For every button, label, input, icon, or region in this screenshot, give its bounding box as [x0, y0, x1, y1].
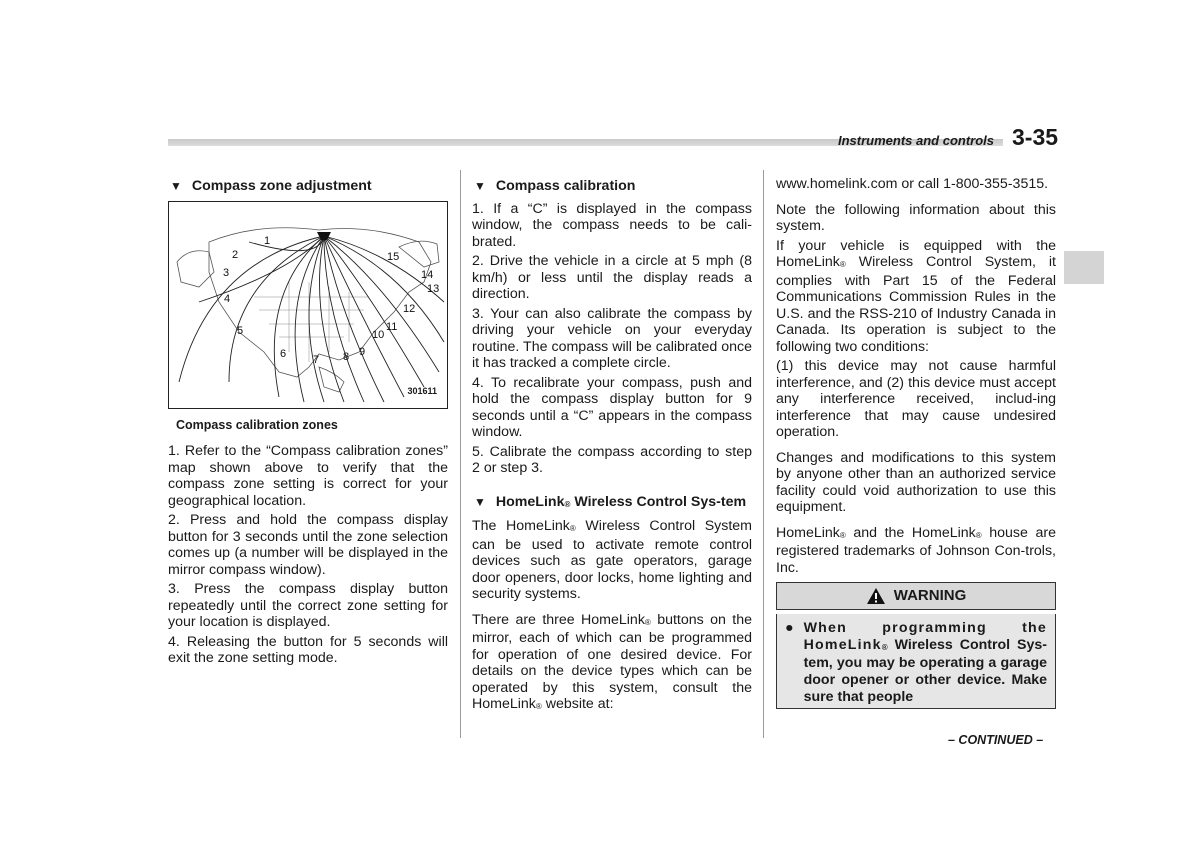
- zone-label: 12: [403, 302, 416, 315]
- step-2: 2. Drive the vehicle in a circle at 5 mph (8 km/h) or less until the display reads a direction.: [472, 253, 752, 302]
- step-5: 5. Calibrate the compass according to step 2 or step 3.: [472, 443, 752, 476]
- zone-label: 14: [421, 268, 434, 281]
- column-divider: [460, 170, 461, 738]
- paragraph: Note the following information about this system.: [776, 201, 1056, 234]
- step-1: 1. If a “C” is displayed in the compass window, the compass needs to be cali-brated.: [472, 200, 752, 250]
- heading-part: HomeLink: [495, 493, 565, 510]
- section-heading: [168, 178, 448, 195]
- paragraph: There are three HomeLink® buttons on the mirror, each of which can be programmed for operation of one desired device. For details on the device types which can be operated by this system, consult the HomeLink® website at:: [472, 611, 753, 712]
- zone-label: 10: [372, 328, 385, 341]
- compass-zone-map: [168, 201, 448, 409]
- zone-label: 3: [223, 266, 230, 279]
- zone-label: 5: [237, 324, 244, 337]
- warning-title: WARNING: [893, 586, 967, 604]
- chapter-tab: [1064, 251, 1104, 284]
- zone-label: 4: [224, 292, 231, 305]
- step-4: 4. To recalibrate your compass, push and hold the compass display button for 9 seconds until a “C” appears in the compass window.: [472, 374, 752, 440]
- figure-code: 301611: [407, 386, 437, 396]
- zone-label: 8: [343, 350, 350, 363]
- step-3: 3. Press the compass display button repeatedly until the correct zone setting for your location is displayed.: [168, 581, 448, 630]
- column-1: [168, 176, 448, 670]
- triangle-bullet-icon: ▼: [170, 179, 182, 193]
- paragraph: HomeLink® and the HomeLink® house are registered trademarks of Johnson Con-trols, Inc.: [776, 524, 1057, 576]
- paragraph: The HomeLink® Wireless Control System can be used to activate remote control devices such as gate operators, garage door openers, door locks, home lighting and security systems.: [472, 518, 752, 602]
- step-1: 1. Refer to the “Compass calibration zones” map shown above to verify that the compass zone setting is correct for your geographical location.: [168, 443, 448, 509]
- zone-label: 13: [427, 282, 440, 295]
- map-illustration: [169, 202, 447, 408]
- zone-label: 11: [386, 320, 398, 333]
- warning-text: When programming the HomeLink® Wireless Control Sys-tem, you may be operating a garage door opener or other device. Make sure that people: [803, 620, 1047, 705]
- warning-triangle-icon: [866, 587, 886, 605]
- column-3: [776, 176, 1056, 709]
- column-2: [472, 176, 752, 718]
- continued-label: – CONTINUED –: [948, 733, 1044, 747]
- zone-label: 7: [313, 353, 320, 366]
- page-number: 3-35: [1012, 124, 1059, 150]
- paragraph: (1) this device may not cause harmful interference, and (2) this device must accept any interference received, includ-ing interference that may cause undesired operation.: [776, 358, 1056, 440]
- column-divider: [763, 170, 764, 738]
- warning-body: [776, 614, 1056, 709]
- zone-label: 1: [264, 234, 271, 247]
- section-heading: [472, 494, 752, 513]
- warning-header: [776, 582, 1056, 610]
- zone-label: 2: [232, 248, 239, 261]
- heading-part: Wireless Control Sys-tem: [570, 493, 747, 510]
- zone-label: 15: [387, 250, 400, 263]
- zone-label: 9: [359, 345, 366, 358]
- heading-text: [496, 494, 746, 513]
- paragraph: www.homelink.com or call 1-800-355-3515.: [776, 176, 1049, 192]
- heading-text: Compass zone adjustment: [191, 178, 372, 194]
- step-4: 4. Releasing the button for 5 seconds will exit the zone setting mode.: [168, 633, 448, 666]
- zone-lines: [179, 236, 444, 402]
- bullet-icon: ●: [785, 620, 794, 636]
- registered-mark: ®: [564, 499, 571, 509]
- step-3: 3. Your can also calibrate the compass by driving your vehicle on your everyday routine. The compass will be calibrated once it has tracked a complete circle.: [472, 305, 752, 371]
- section-heading: [472, 178, 752, 195]
- figure-caption: Compass calibration zones: [176, 417, 338, 432]
- triangle-bullet-icon: ▼: [474, 494, 486, 509]
- section-title: Instruments and controls: [838, 133, 995, 148]
- zone-label: 6: [280, 347, 287, 360]
- heading-text: Compass calibration: [495, 178, 636, 194]
- triangle-bullet-icon: ▼: [474, 179, 486, 193]
- step-2: 2. Press and hold the compass display button for 3 seconds until the zone selection comes up (a number will be displayed in the mirror compass window).: [168, 512, 448, 578]
- paragraph: If your vehicle is equipped with the HomeLink® Wireless Control System, it complies with Part 15 of the Federal Communications Commission Rules in the U.S. and the RSS-210 of Industry Canada in Canada. Its operation is subject to the following two conditions:: [776, 237, 1056, 355]
- paragraph: Changes and modifications to this system by anyone other than an authorized service facility could void authorization to use this equipment.: [776, 449, 1056, 515]
